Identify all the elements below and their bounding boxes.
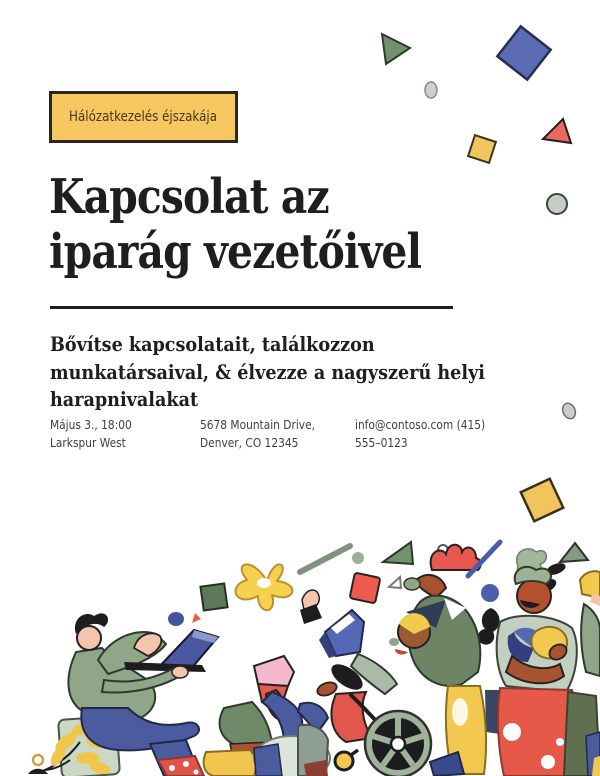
pants-spot	[503, 723, 521, 741]
yellow-square-lower-icon	[521, 479, 564, 522]
event-type-badge	[49, 91, 238, 143]
plant-flower	[33, 755, 43, 765]
gray-ellipse-mid-icon	[560, 401, 578, 421]
event-date: Május 3., 18:00	[50, 417, 132, 432]
pants-spot	[541, 755, 555, 769]
person-red-pants	[497, 567, 600, 776]
red-square-icon	[350, 573, 381, 604]
dancer-raised-arm	[416, 575, 446, 598]
cuff-dot	[194, 770, 199, 775]
tiny-red-triangle-icon	[192, 613, 201, 623]
page-title	[49, 170, 421, 279]
sage-triangle-right-icon	[560, 543, 588, 562]
red-triangle-icon	[543, 119, 571, 143]
rider-back	[220, 702, 272, 746]
gray-ellipse-icon	[425, 82, 437, 98]
drink-top	[254, 656, 294, 686]
detail-date-location	[50, 416, 132, 452]
page-title-line-2: iparág vezetőivel	[49, 223, 422, 280]
dancer-shoe	[430, 752, 464, 776]
contact-email-phone: info@contoso.com (415)	[355, 417, 486, 432]
edge-person-hair	[580, 571, 600, 598]
cuff-dot	[169, 765, 175, 771]
green-square-icon	[200, 583, 227, 610]
contact-phone-2: 555–0123	[355, 435, 408, 451]
person-laptop-hand2	[172, 666, 188, 678]
subtitle-line-3: harapnivalakat	[50, 387, 199, 412]
sage-triangle-icon	[383, 542, 413, 564]
subtitle	[50, 331, 485, 414]
sage-dot-icon	[352, 552, 364, 564]
butterfly-highlight	[257, 578, 271, 588]
dancer-hand	[404, 578, 420, 590]
event-venue: Larkspur West	[50, 435, 126, 451]
dancer-pants-highlight	[452, 698, 468, 726]
right-person-hair	[515, 567, 551, 584]
wheelchair-small-wheel	[335, 752, 353, 770]
subtitle-line-2: munkatársaival, & élvezze a nagyszerű helyi	[50, 359, 485, 384]
wheelchair-hub	[391, 737, 405, 751]
yellow-square-icon	[468, 135, 496, 163]
pants-spot	[556, 738, 564, 746]
event-type-badge-label: Hálózatkezelés éjszakája	[69, 109, 218, 125]
blue-ellipse-icon	[168, 612, 184, 626]
person-left-edge	[298, 703, 328, 776]
outline-triangle-icon	[389, 577, 401, 588]
rider-skirt	[204, 750, 256, 776]
green-triangle-icon	[382, 34, 410, 64]
sage-line-icon	[300, 546, 350, 572]
edge-person-arm	[581, 604, 600, 676]
address-street: 5678 Mountain Drive,	[200, 417, 316, 432]
rider-blue-hem	[254, 744, 282, 776]
cuff-dot	[183, 761, 189, 767]
gray-circle-icon	[547, 194, 567, 214]
dancer-mouth	[395, 649, 408, 654]
subtitle-line-1: Bővítse kapcsolatait, találkozzon	[50, 332, 375, 356]
dancer-chin-accent	[389, 638, 399, 646]
blue-diamond-icon	[497, 26, 550, 79]
address-city: Denver, CO 12345	[200, 435, 299, 451]
detail-address	[200, 416, 315, 452]
divider-rule	[50, 306, 453, 309]
page-title-line-1: Kapcsolat az	[49, 169, 329, 225]
detail-contact	[355, 416, 485, 452]
blue-circle-icon	[481, 584, 499, 602]
